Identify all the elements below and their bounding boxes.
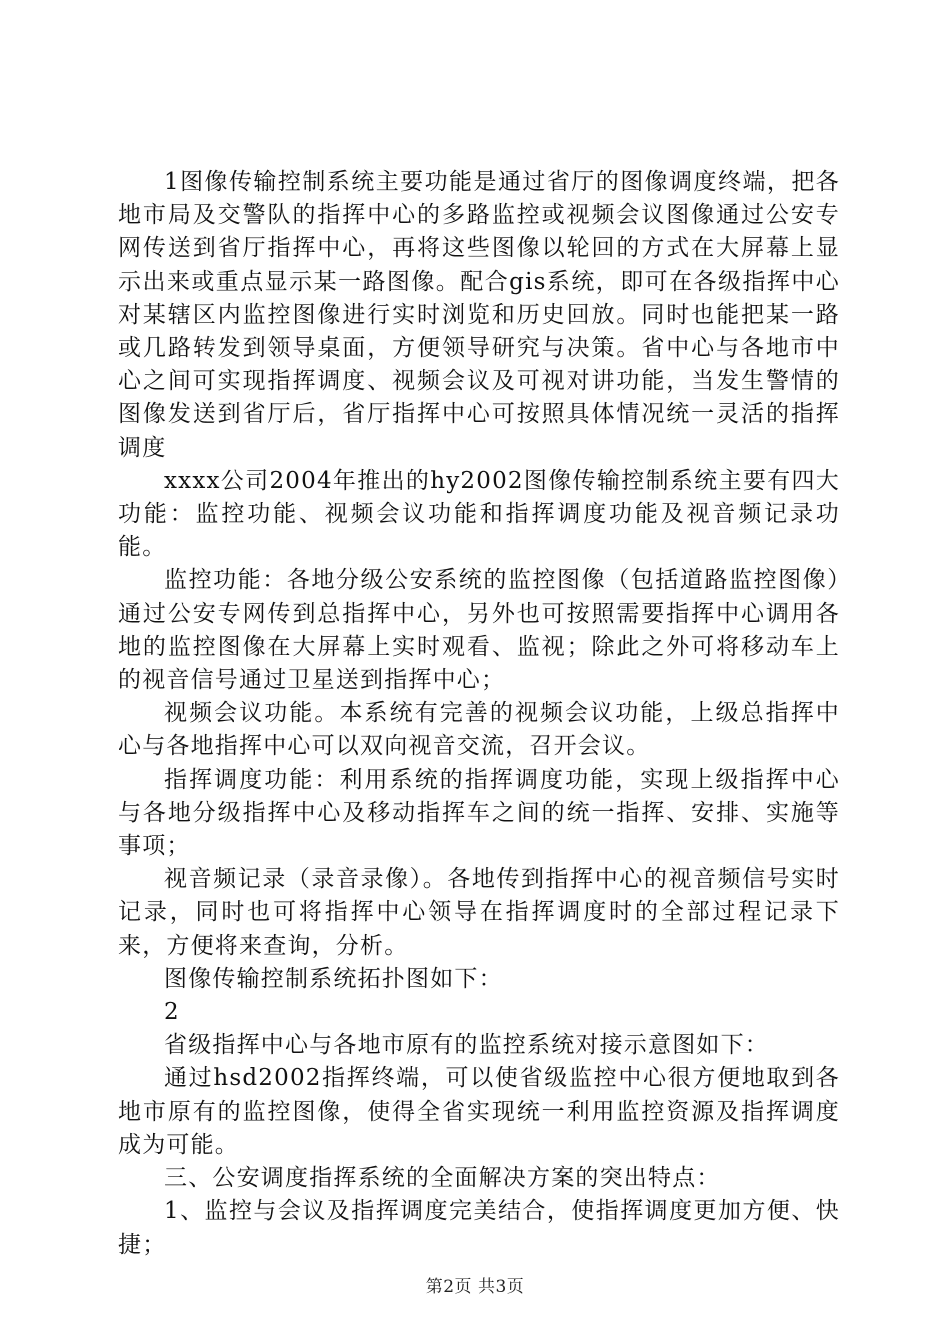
paragraph-video-conference-function: 视频会议功能。本系统有完善的视频会议功能，上级总指挥中心与各地指挥中心可以双向视音交流，召开会议。: [118, 700, 840, 760]
section-heading-features: 三、公安调度指挥系统的全面解决方案的突出特点：: [164, 1165, 721, 1192]
paragraph-system-overview: 1图像传输控制系统主要功能是通过省厅的图像调度终端，把各地市局及交警队的指挥中心的多路监控或视频会议图像通过公安专网传送到省厅指挥中心，再将这些图像以轮回的方式在大屏幕上显示出来或重点显示某一路图像。配合gis系统，即可在各级指挥中心对某辖区内监控图像进行实时浏览和历史回放。同时也能把某一路或几路转发到领导桌面，方便领导研究与决策。省中心与各地市中心之间可实现指挥调度、视频会议及可视对讲功能，当发生警情的图像发送到省厅后，省厅指挥中心可按照具体情况统一灵活的指挥调度: [118, 169, 840, 461]
document-body: [118, 166, 840, 1262]
paragraph-feature-one: 1、监控与会议及指挥调度完美结合，使指挥调度更加方便、快捷；: [118, 1198, 840, 1258]
paragraph-command-dispatch-function: 指挥调度功能：利用系统的指挥调度功能，实现上级指挥中心与各地分级指挥中心及移动指挥车之间的统一指挥、安排、实施等事项；: [118, 766, 840, 860]
paragraph-monitoring-function: 监控功能：各地分级公安系统的监控图像（包括道路监控图像）通过公安专网传到总指挥中心，另外也可按照需要指挥中心调用各地的监控图像在大屏幕上实时观看、监视；除此之外可将移动车上的视音信号通过卫星送到指挥中心；: [118, 567, 840, 694]
paragraph-figure-number: 2: [164, 999, 180, 1026]
page-number-footer: 第2页 共3页: [425, 1277, 525, 1297]
paragraph-docking-diagram-heading: 省级指挥中心与各地市原有的监控系统对接示意图如下：: [164, 1032, 769, 1059]
paragraph-recording-function: 视音频记录（录音录像）。各地传到指挥中心的视音频信号实时记录，同时也可将指挥中心领导在指挥调度时的全部过程记录下来，方便将来查询，分析。: [118, 866, 840, 959]
paragraph-topology-heading: 图像传输控制系统拓扑图如下：: [164, 965, 503, 992]
paragraph-terminal-access: 通过hsd2002指挥终端，可以使省级监控中心很方便地取到各地市原有的监控图像，使得全省实现统一利用监控资源及指挥调度成为可能。: [118, 1065, 840, 1158]
paragraph-four-functions: xxxx公司2004年推出的hy2002图像传输控制系统主要有四大功能：监控功能、视频会议功能和指挥调度功能及视音频记录功能。: [118, 467, 840, 561]
